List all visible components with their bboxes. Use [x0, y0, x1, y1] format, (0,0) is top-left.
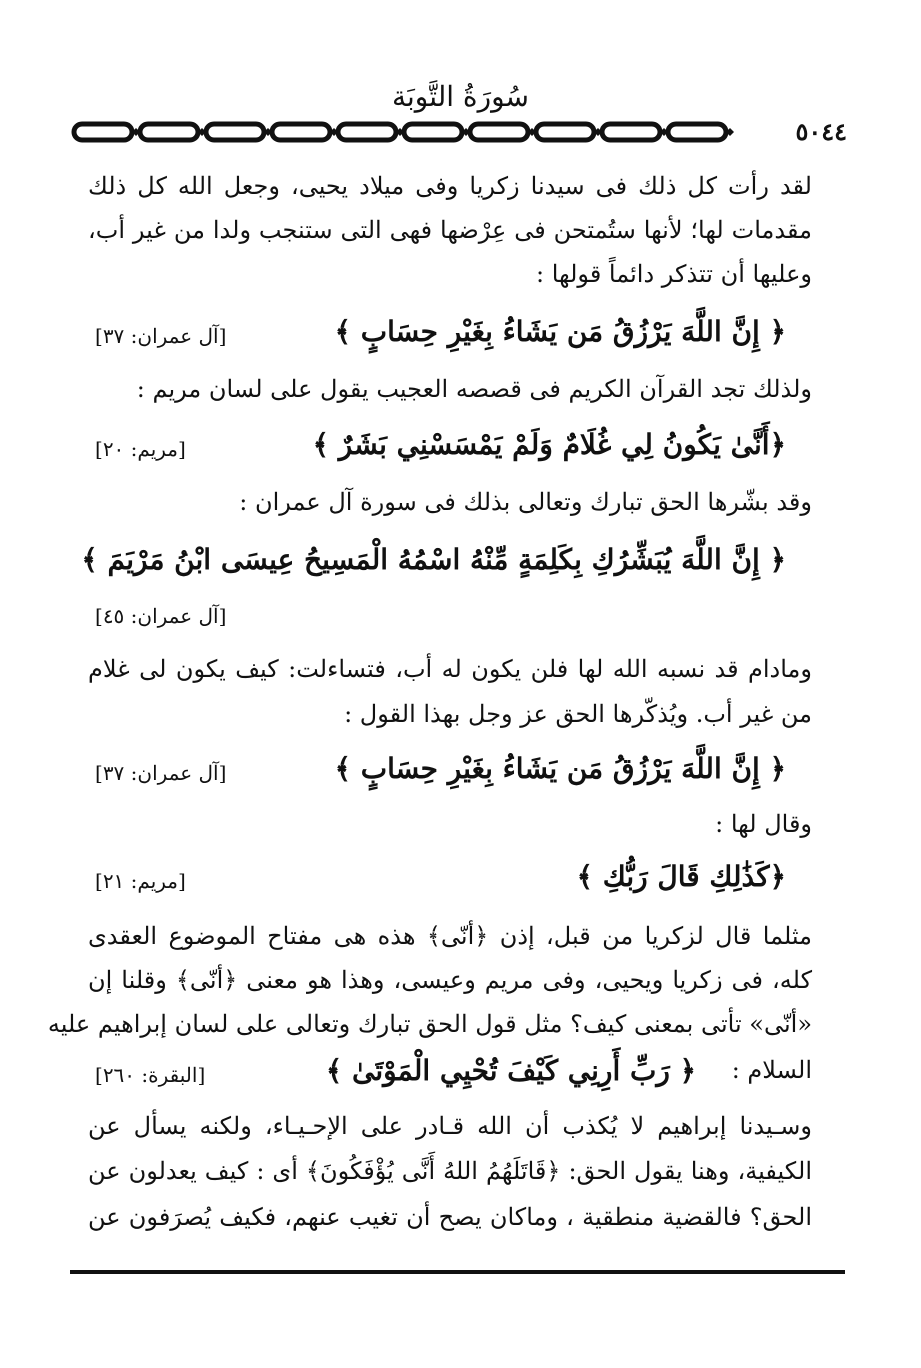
ornament-border	[70, 118, 845, 146]
quran-verse: ﴿ إِنَّ اللَّهَ يُبَشِّرُكِ بِكَلِمَةٍ مِّنْهُ اسْمُهُ الْمَسِيحُ عِيسَى ابْنُ مَرْيَمَ ﴾	[81, 543, 786, 576]
verse-reference: [آل عمران: ٤٥]	[95, 604, 227, 628]
text-line: مثلما قال لزكريا من قبل، إذن ﴿أنّى﴾ هذه هى مفتاح الموضوع العقدى	[88, 922, 812, 950]
ornament-link	[602, 124, 660, 140]
quran-verse: ﴿ إِنَّ اللَّهَ يَرْزُقُ مَن يَشَاءُ بِغَيْرِ حِسَابٍ ﴾	[334, 752, 786, 785]
ornament-link	[668, 124, 726, 140]
verse-reference: [مريم: ٢١]	[95, 869, 186, 893]
verse-reference: [مريم: ٢٠]	[95, 437, 186, 461]
footer-rule	[70, 1270, 845, 1274]
ornament-link	[536, 124, 594, 140]
ornament-link	[206, 124, 264, 140]
ornament-link	[338, 124, 396, 140]
text-line: وقال لها :	[715, 810, 812, 838]
quran-verse: ﴿كَذَٰلِكِ قَالَ رَبُّكِ ﴾	[576, 860, 786, 893]
verse-reference: [آل عمران: ٣٧]	[95, 324, 227, 348]
ornament-link	[272, 124, 330, 140]
verse-reference: [آل عمران: ٣٧]	[95, 761, 227, 785]
ornament-link	[140, 124, 198, 140]
text-line: وقد بشّرها الحق تبارك وتعالى بذلك فى سورة آل عمران :	[239, 488, 812, 516]
text-line: «أنّى» تأتى بمعنى كيف؟ مثل قول الحق تبارك وتعالى على لسان إبراهيم عليه	[47, 1010, 812, 1038]
text-line: ومادام قد نسبه الله لها فلن يكون له أب، فتساءلت: كيف يكون لى غلام	[88, 655, 812, 683]
quran-verse: ﴿ رَبِّ أَرِنِي كَيْفَ تُحْيِي الْمَوْتَىٰ ﴾	[325, 1054, 696, 1087]
text-line: الحق؟ فالقضية منطقية ، وماكان يصح أن تغيب عنهم، فكيف يُصرَفون عن	[88, 1203, 812, 1231]
verse-reference: [البقرة: ٢٦٠]	[95, 1063, 206, 1087]
text-line: وسـيدنا إبراهيم لا يُكذب أن الله قـادر على الإحـيـاء، ولكنه يسأل عن	[88, 1112, 812, 1140]
text-line: الكيفية، وهنا يقول الحق: ﴿قَاتَلَهُمُ اللهُ أَنَّى يُؤْفَكُونَ﴾ أى : كيف يعدلون عن	[88, 1157, 812, 1185]
quran-verse: ﴿ إِنَّ اللَّهَ يَرْزُقُ مَن يَشَاءُ بِغَيْرِ حِسَابٍ ﴾	[334, 315, 786, 348]
text-line: مقدمات لها؛ لأنها ستُمتحن فى عِرْضها فهى التى ستنجب ولدا من غير أب،	[88, 216, 812, 244]
ornament-link	[74, 124, 132, 140]
ornament-link	[470, 124, 528, 140]
text-line: لقد رأت كل ذلك فى سيدنا زكريا وفى ميلاد يحيى، وجعل الله كل ذلك	[88, 172, 812, 200]
text-line: من غير أب. ويُذكّرها الحق عز وجل بهذا القول :	[344, 700, 812, 728]
ornament-link	[404, 124, 462, 140]
text-line: وعليها أن تتذكر دائماً قولها :	[536, 260, 812, 288]
page-number: ٥٠٤٤	[791, 117, 851, 146]
text-line: ولذلك تجد القرآن الكريم فى قصصه العجيب يقول على لسان مريم :	[136, 375, 812, 403]
surah-title: سُورَةُ التَّوبَة	[391, 80, 530, 113]
text-line: السلام :	[731, 1056, 812, 1084]
quran-verse: ﴿أَنَّىٰ يَكُونُ لِي غُلَامٌ وَلَمْ يَمْسَسْنِي بَشَرٌ ﴾	[312, 428, 786, 461]
text-line: كله، فى زكريا ويحيى، وفى مريم وعيسى، وهذا هو معنى ﴿أنّى﴾ وقلنا إن	[88, 966, 812, 994]
